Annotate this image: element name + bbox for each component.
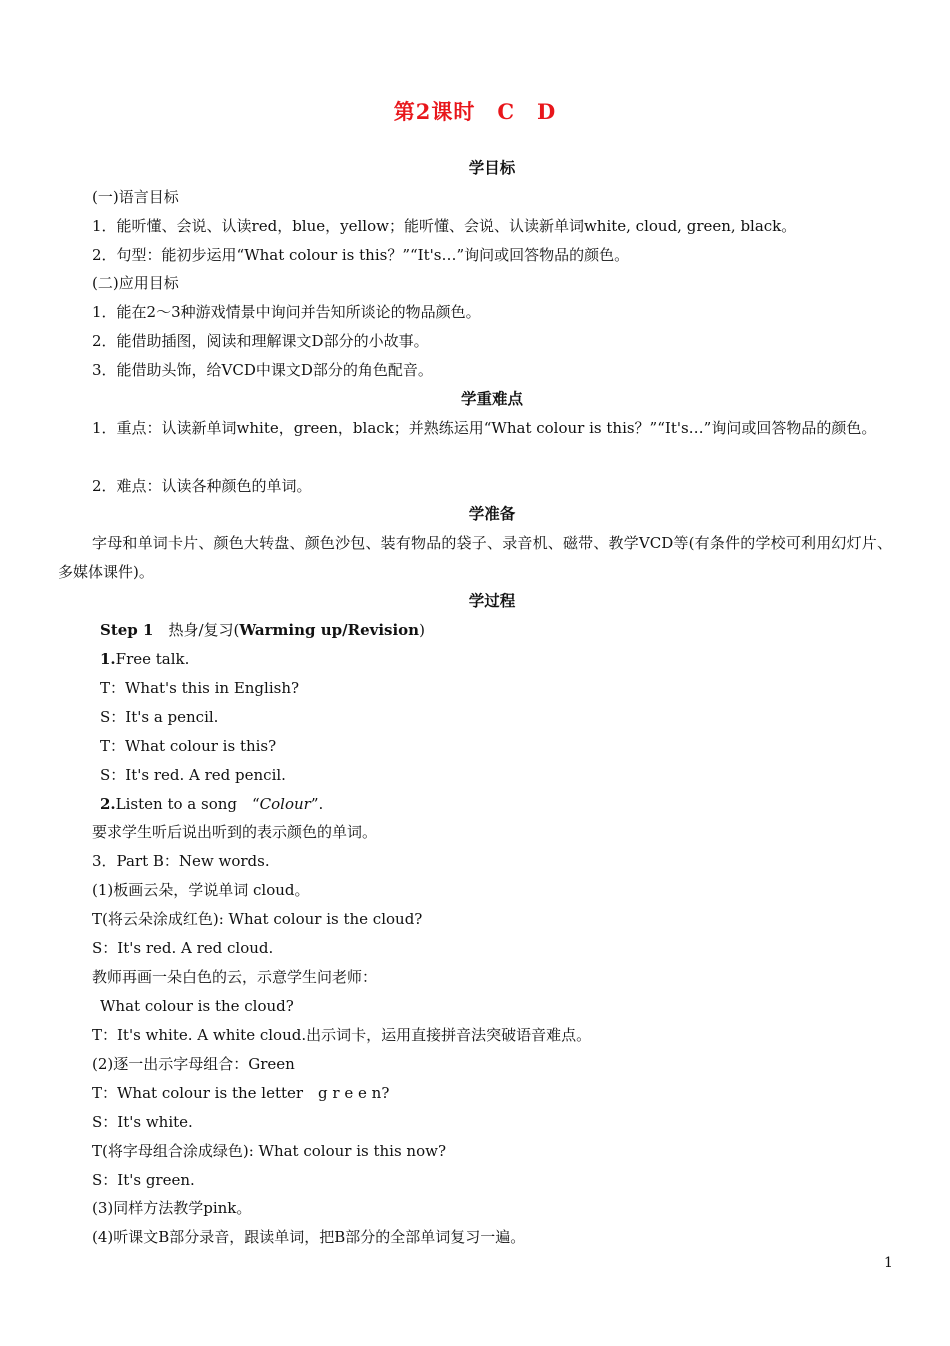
body-line: 要求学生听后说出听到的表示颜色的单词。	[92, 823, 378, 841]
body-line: (2)逐一出示字母组合：Green	[92, 1055, 295, 1073]
item-text: Free talk.	[115, 650, 190, 668]
goal-item: 1．能听懂、会说、认读red，blue，yellow；能听懂、会说、认读新单词white, cloud, green, black。	[92, 217, 797, 235]
step-title-en: Warming up/Revision	[239, 621, 420, 639]
item-number: 1.	[100, 650, 116, 668]
goal-item: 3．能借助头饰，给VCD中课文D部分的角色配音。	[92, 361, 433, 379]
body-line: (3)同样方法教学pink。	[92, 1199, 252, 1217]
goal-item: 1．能在2～3种游戏情景中询问并告知所谈论的物品颜色。	[92, 303, 481, 321]
dialogue-line: S：It's white.	[92, 1113, 193, 1131]
item-number: 2.	[100, 795, 116, 813]
step-title-close: )	[419, 621, 425, 639]
page-number: 1	[884, 1255, 893, 1271]
song-name: Colour	[259, 795, 311, 813]
song-text: Listen to a song “	[115, 795, 260, 813]
dialogue-line: T(将云朵涂成红色): What colour is the cloud?	[92, 910, 423, 928]
dialogue-line: S：It's red. A red pencil.	[100, 766, 286, 784]
key-point-item: 1．重点：认读新单词white，green，black；并熟练运用“What colour is this？”“It's…”询问或回答物品的颜色。	[92, 419, 877, 437]
key-point-item: 2．难点：认读各种颜色的单词。	[92, 477, 312, 495]
dialogue-line: T：What's this in English?	[100, 679, 300, 697]
step-label: Step 1	[100, 621, 154, 639]
dialogue-line: T：What colour is the letter g r e e n?	[92, 1084, 390, 1102]
song-line	[100, 794, 323, 814]
section-heading-preparation: 学准备	[468, 504, 516, 523]
page-title: 第2课时 C D	[393, 99, 557, 124]
section-heading-key-points: 学重难点	[460, 389, 523, 408]
body-line: (1)板画云朵，学说单词 cloud。	[92, 881, 310, 899]
song-text-end: ”.	[310, 795, 324, 813]
dialogue-line: T：What colour is this?	[100, 737, 277, 755]
section-heading-goals: 学目标	[468, 158, 516, 177]
body-line: 3．Part B：New words.	[92, 852, 270, 870]
body-line: 教师再画一朵白色的云，示意学生问老师：	[92, 968, 378, 986]
section-heading-process: 学过程	[468, 591, 516, 610]
dialogue-line: What colour is the cloud?	[100, 997, 294, 1015]
step-heading	[100, 620, 425, 640]
subheading-application-goals: (二)应用目标	[92, 274, 179, 292]
step-title-cn: 热身/复习(	[168, 621, 240, 639]
dialogue-line: S：It's a pencil.	[100, 708, 219, 726]
subheading-language-goals: (一)语言目标	[92, 188, 179, 206]
body-line: (4)听课文B部分录音，跟读单词，把B部分的全部单词复习一遍。	[92, 1228, 526, 1246]
goal-item: 2．能借助插图，阅读和理解课文D部分的小故事。	[92, 332, 429, 350]
preparation-text: 字母和单词卡片、颜色大转盘、颜色沙包、装有物品的袋子、录音机、磁带、教学VCD等(有条件的学校可利用幻灯片、多媒体课件)。	[58, 534, 892, 581]
goal-item: 2．句型：能初步运用“What colour is this？”“It's…”询问或回答物品的颜色。	[92, 246, 630, 264]
dialogue-line: T：It's white. A white cloud.出示词卡，运用直接拼音法突破语音难点。	[92, 1026, 592, 1044]
dialogue-line: S：It's green.	[92, 1171, 195, 1189]
dialogue-line: T(将字母组合涂成绿色): What colour is this now?	[92, 1142, 446, 1160]
free-talk-line	[100, 649, 189, 669]
dialogue-line: S：It's red. A red cloud.	[92, 939, 274, 957]
